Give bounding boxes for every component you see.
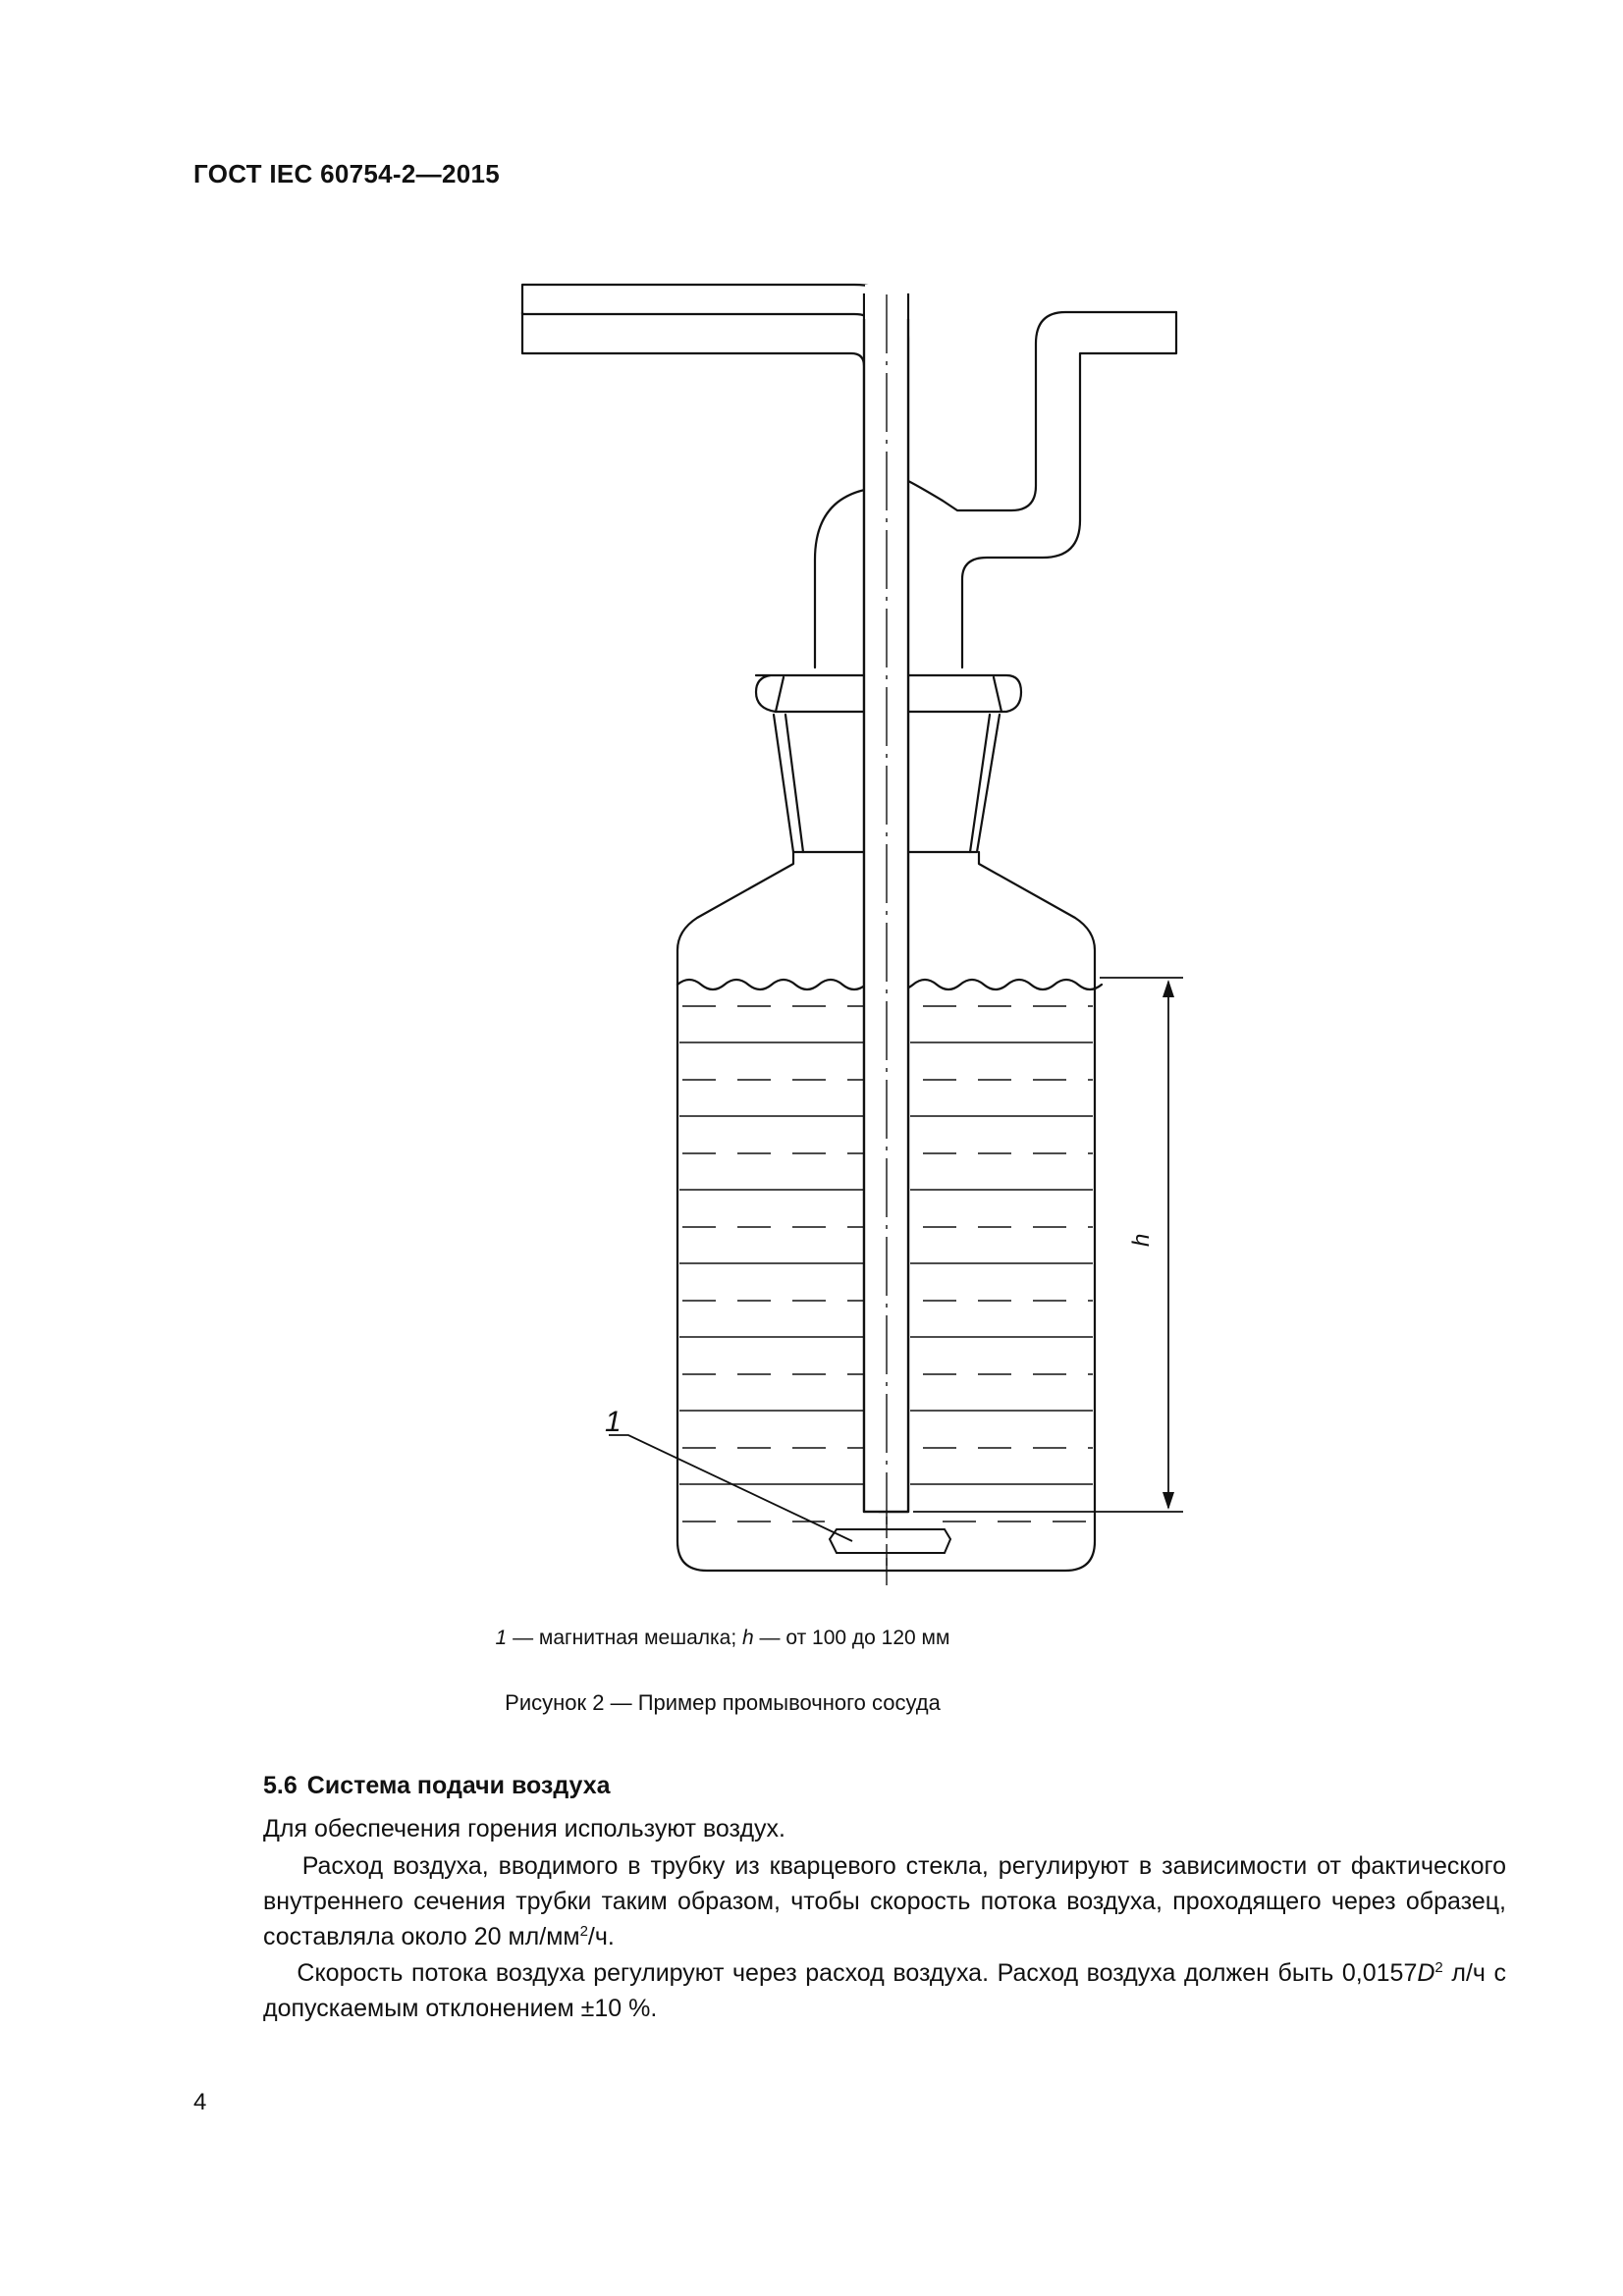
callout-leader — [609, 1435, 852, 1541]
figure-legend: 1 — магнитная мешалка; h — от 100 до 120 мм — [495, 1627, 950, 1649]
outlet-tube — [962, 312, 1176, 667]
inlet-tube-outline — [522, 312, 864, 1512]
magnetic-stirrer — [830, 1529, 950, 1553]
section-number: 5.6 — [263, 1772, 298, 1799]
paragraph-2: Расход воздуха, вводимого в трубку из кварцевого стекла, регулируют в зависимости от фактического внутреннего сечения трубки таким образом, чтобы скорость потока воздуха, проходящего через образец, составляла около 20 $мл/мм^2/ч$. — [263, 1852, 1506, 1950]
document-header: ГОСТ IEC 60754-2—2015 — [193, 159, 500, 188]
inlet-tube — [522, 285, 908, 1512]
section-heading — [263, 1772, 621, 1800]
paragraph-3: Скорость потока воздуха регулируют через расход воздуха. Расход воздуха должен быть $0,0157D^2$ л/ч с допускаемым отклонением ±10 %. — [263, 1959, 1507, 2022]
page-number: 4 — [193, 2089, 207, 2115]
legend-h: h — [742, 1627, 754, 1649]
legend-num: 1 — [495, 1627, 508, 1649]
callout-number: 1 — [605, 1406, 622, 1438]
paragraph-1: Для обеспечения горения используют воздух. — [263, 1815, 785, 1842]
figure-caption: Рисунок 2 — Пример промывочного сосуда — [505, 1690, 941, 1715]
dimension-label: h — [1128, 1233, 1155, 1247]
section-title: Система подачи воздуха — [306, 1772, 611, 1799]
